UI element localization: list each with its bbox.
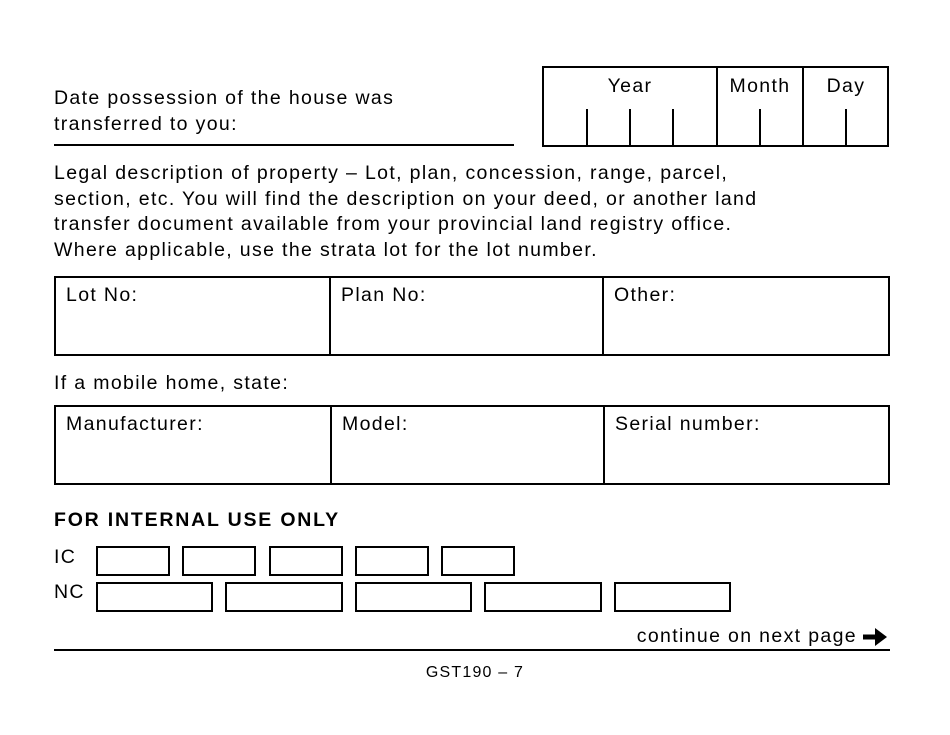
lot-number-label: Lot No: [66,284,139,306]
footer-rule [54,649,890,651]
plan-number-label: Plan No: [341,284,427,306]
other-field[interactable] [602,278,888,354]
mobile-home-intro: If a mobile home, state: [54,372,290,394]
internal-use-heading: FOR INTERNAL USE ONLY [54,509,340,531]
legal-description-line: Where applicable, use the strata lot for the lot number. [54,238,598,261]
continue-next-page [637,624,889,650]
serial-number-field[interactable] [603,407,888,483]
year-digit-tick [586,109,588,145]
legal-description-line: transfer document available from your provincial land registry office. [54,213,733,235]
ic-box[interactable] [96,546,170,576]
continue-text: continue on next page [636,625,857,647]
legal-description-line: section, etc. You will find the description on your deed, or another land [54,187,758,210]
possession-label-line-2: transferred to you: [54,112,238,135]
ic-label: IC [54,546,77,568]
legal-description-text [54,161,757,263]
possession-underline [54,144,514,146]
ic-box[interactable] [355,546,429,576]
day-digit-tick [845,109,847,145]
manufacturer-field[interactable] [56,407,330,483]
possession-date-grid[interactable] [542,66,889,147]
year-heading: Year [607,75,653,97]
nc-box[interactable] [614,582,731,612]
ic-box[interactable] [269,546,343,576]
nc-box[interactable] [96,582,213,612]
form-page-id: GST190 – 7 [425,664,525,681]
month-digit-tick [759,109,761,145]
year-digit-tick [629,109,631,145]
nc-label: NC [54,581,85,603]
model-field[interactable] [330,407,605,483]
month-heading: Month [729,75,791,97]
year-digit-tick [672,109,674,145]
possession-label-line-1: Date possession of the house was [54,87,395,109]
day-heading: Day [826,75,866,97]
ic-box[interactable] [182,546,256,576]
manufacturer-label: Manufacturer: [66,413,204,435]
property-description-fields [54,276,890,356]
plan-number-field[interactable] [329,278,604,354]
mobile-home-fields [54,405,890,485]
nc-box[interactable] [225,582,343,612]
possession-date-label [54,86,394,137]
right-arrow-icon [861,626,889,648]
ic-box[interactable] [441,546,515,576]
serial-number-label: Serial number: [615,413,761,435]
legal-description-line: Legal description of property – Lot, plan, concession, range, parcel, [54,162,729,184]
nc-box[interactable] [355,582,472,612]
other-label: Other: [614,284,677,306]
model-label: Model: [342,413,409,435]
lot-number-field[interactable] [56,278,329,354]
nc-box[interactable] [484,582,602,612]
